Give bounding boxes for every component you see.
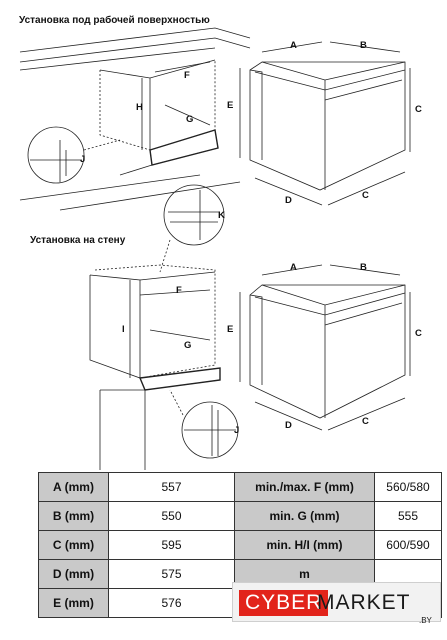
label-f-wall: F	[176, 285, 182, 296]
heading-under-counter: Установка под рабочей поверхностью	[19, 15, 210, 26]
wall-mount-diagram	[0, 180, 447, 470]
spec-value-2: 560/580	[375, 473, 442, 502]
spec-key: B (mm)	[39, 502, 109, 531]
label-j: J	[80, 154, 86, 165]
spec-key: D (mm)	[39, 560, 109, 589]
spec-value-2: 600/590	[375, 531, 442, 560]
label-i: I	[122, 324, 125, 335]
label-c-bottom: C	[362, 190, 369, 201]
table-row	[39, 531, 442, 560]
label-c-bottom-wall: C	[362, 416, 369, 427]
label-j-wall: J	[234, 425, 240, 436]
spec-value: 576	[109, 589, 235, 618]
spec-key: E (mm)	[39, 589, 109, 618]
label-d-wall: D	[285, 420, 292, 431]
cybermarket-watermark	[232, 574, 442, 626]
spec-value: 550	[109, 502, 235, 531]
label-b: B	[360, 40, 367, 51]
spec-value-2: 555	[375, 502, 442, 531]
label-k: K	[218, 210, 225, 221]
label-h: H	[136, 102, 143, 113]
label-c-side-wall: C	[415, 328, 422, 339]
spec-key-2: min./max. F (mm)	[235, 473, 375, 502]
label-g-wall: G	[184, 340, 192, 351]
spec-value: 575	[109, 560, 235, 589]
label-d: D	[285, 195, 292, 206]
heading-wall-mount: Установка на стену	[30, 235, 126, 246]
table-row	[39, 473, 442, 502]
label-e-wall: E	[227, 324, 234, 335]
spec-key-2: min. H/I (mm)	[235, 531, 375, 560]
watermark-market: MARKET	[317, 591, 411, 614]
spec-key: A (mm)	[39, 473, 109, 502]
watermark-domain: .BY	[419, 616, 432, 625]
spec-value: 557	[109, 473, 235, 502]
watermark-cyber: CYBER	[239, 590, 328, 616]
spec-key-2: min. G (mm)	[235, 502, 375, 531]
label-c-side: C	[415, 104, 422, 115]
spec-value: 595	[109, 531, 235, 560]
table-row	[39, 502, 442, 531]
label-a-wall: A	[290, 262, 297, 273]
label-g: G	[186, 114, 194, 125]
label-f: F	[184, 70, 190, 81]
label-a: A	[290, 40, 297, 51]
label-b-wall: B	[360, 262, 367, 273]
label-e: E	[227, 100, 234, 111]
spec-key-2: m	[235, 560, 375, 589]
watermark-box	[232, 582, 441, 625]
spec-key: C (mm)	[39, 531, 109, 560]
